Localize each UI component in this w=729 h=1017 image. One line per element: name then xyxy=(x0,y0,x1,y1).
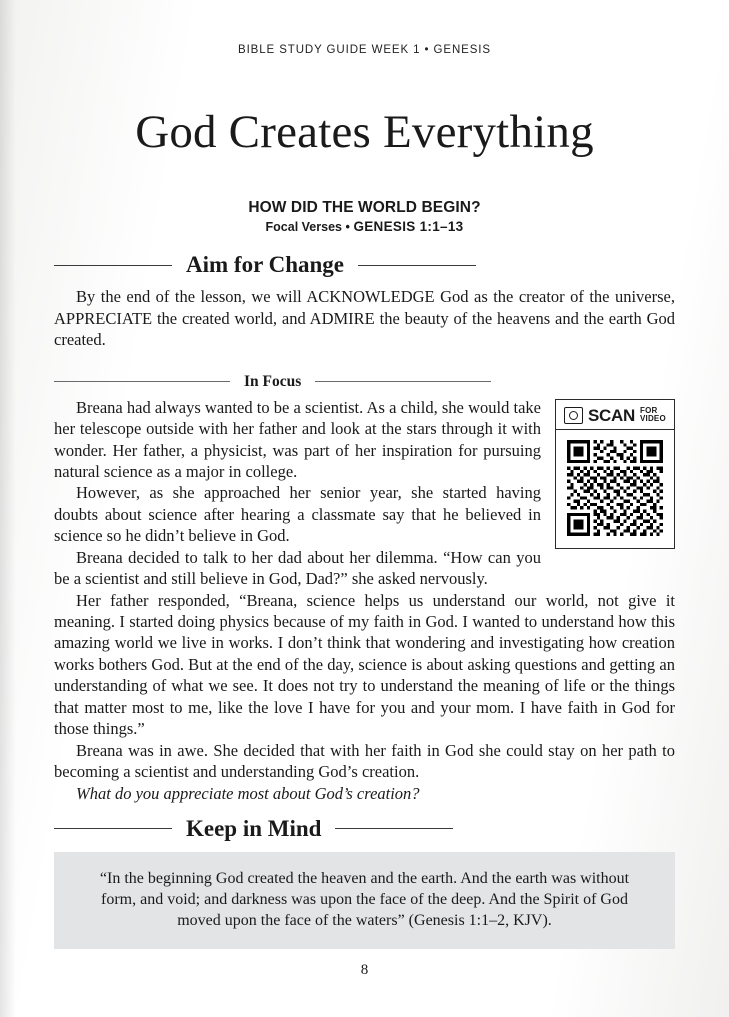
scan-box-header xyxy=(556,400,674,430)
camera-icon xyxy=(564,407,583,424)
aim-paragraph: By the end of the lesson, we will ACKNOWLEDGE God as the creator of the universe, APPRECIATE the created world, and ADMIRE the beauty of the heavens and the earth God created. xyxy=(54,287,675,350)
page-number: 8 xyxy=(360,962,369,978)
page-title: God Creates Everything xyxy=(135,106,594,158)
scan-for-label: FOR xyxy=(639,405,658,415)
qr-code-image[interactable] xyxy=(567,440,663,536)
section-heading-in-focus xyxy=(54,373,675,391)
rule-right xyxy=(335,828,453,829)
scan-label: SCAN xyxy=(588,405,635,425)
rule-left xyxy=(54,828,172,829)
in-focus-paragraph: Breana was in awe. She decided that with her faith in God she could stay on her path to becoming a scientist and understanding God’s creation. xyxy=(54,740,675,782)
section-heading-label: Aim for Change xyxy=(186,252,345,278)
rule-left xyxy=(54,265,172,266)
in-focus-paragraph: However, as she approached her senior year, she started having doubts about science after hearing a classmate say that he believed in science so he didn’t believe in God. xyxy=(54,483,541,546)
rule-left xyxy=(54,381,230,382)
rule-right xyxy=(358,265,476,266)
in-focus-body xyxy=(54,397,675,804)
keep-in-mind-quote: “In the beginning God created the heaven and the earth. And the earth was without form, and void; and darkness was upon the face of the deep. And the Spirit of God moved upon the face of the waters” (Genesis 1:1–2, KJV). xyxy=(99,869,630,930)
scan-sub-labels xyxy=(640,407,666,424)
section-heading-keep-in-mind xyxy=(54,816,675,842)
aim-for-change-body xyxy=(54,286,675,350)
section-heading-label: In Focus xyxy=(244,372,302,390)
in-focus-question: What do you appreciate most about God’s creation? xyxy=(76,783,420,803)
in-focus-paragraph: Breana decided to talk to her dad about her dilemma. “How can you be a scientist and still believe in God, Dad?” she asked nervously. xyxy=(54,547,541,589)
in-focus-paragraph: Her father responded, “Breana, science helps us understand our world, not give it meaning. I started doing physics because of my faith in God. I wanted to understand how this amazing world we live in works. I don’t think that wondering and investigating how creation works bothers God. But at the end of the day, science is about asking questions and getting an understanding of what we see. It does not try to understand the meaning of life or the things that matter most to me, like the love I have for you and your mom. I have faith in God for those things.” xyxy=(54,590,675,739)
scan-video-label: VIDEO xyxy=(639,414,666,424)
focal-verses-reference: GENESIS 1:1–13 xyxy=(353,219,464,235)
in-focus-paragraph: Breana had always wanted to be a scientist. As a child, she would take her telescope outside with her father and look at the stars through it with wonder. Her father, a physicist, was part of her inspiration for pursuing natural science as a major in college. xyxy=(54,397,541,481)
section-heading-label: Keep in Mind xyxy=(186,815,322,841)
lesson-subtitle: HOW DID THE WORLD BEGIN? xyxy=(248,199,481,217)
keep-in-mind-quote-box xyxy=(54,852,675,949)
focal-verses xyxy=(54,219,675,234)
running-head: BIBLE STUDY GUIDE WEEK 1 • GENESIS xyxy=(238,44,491,56)
rule-right xyxy=(315,381,491,382)
scan-video-box[interactable] xyxy=(555,399,675,549)
focal-verses-label: Focal Verses • xyxy=(265,220,350,235)
section-heading-aim-for-change xyxy=(54,252,675,278)
